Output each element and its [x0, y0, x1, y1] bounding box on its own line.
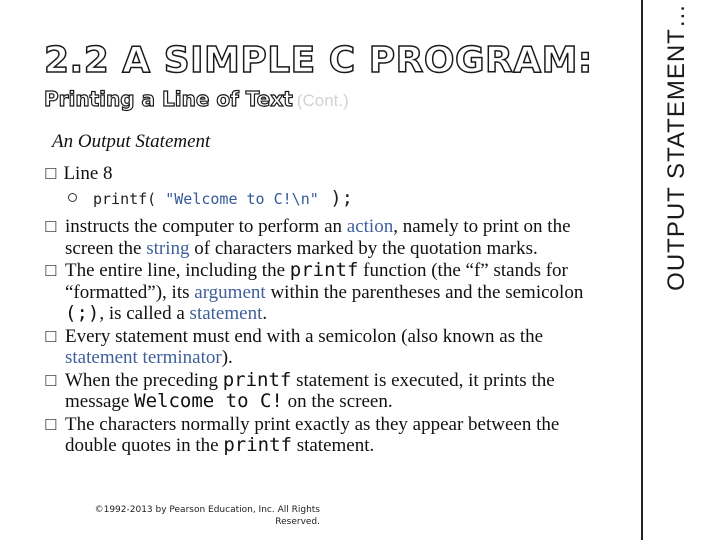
bullet-item — [44, 216, 604, 259]
bullet-text: statement is executed, it prints the message — [65, 369, 555, 412]
checkbox-bullet-icon: ☐ — [44, 165, 58, 183]
bullet-text: instructs the computer to perform an — [65, 216, 347, 237]
keyword-term: action — [346, 216, 394, 237]
bullet-text: The characters normally print exactly as they appear between the double quotes in the — [65, 413, 560, 456]
bullet-text: within the parentheses and the semicolon — [265, 281, 584, 303]
bullet-item — [44, 370, 604, 413]
bullet-text: The entire line, including the — [65, 260, 290, 281]
bullet-list — [44, 216, 604, 458]
keyword-term: statement — [189, 303, 263, 324]
code-line — [68, 187, 353, 209]
bullet-text: Every statement must end with a semicolon (also known as the — [65, 325, 544, 347]
bullet-item — [44, 260, 604, 325]
checkbox-bullet-icon: ☐ — [44, 218, 58, 236]
checkbox-bullet-icon: ☐ — [44, 262, 58, 280]
bullet-text: of characters marked by the quotation marks. — [189, 237, 538, 259]
copyright-footer: ©1992-2013 by Pearson Education, Inc. All Rights Reserved. — [94, 505, 320, 527]
checkbox-bullet-icon: ☐ — [44, 327, 58, 346]
code-fn: printf( — [93, 190, 166, 208]
section-heading: An Output Statement — [52, 131, 211, 152]
bullet-text: When the preceding — [65, 369, 223, 391]
sidebar-title — [651, 3, 703, 291]
slide-subtitle — [44, 87, 349, 111]
slide-title: 2.2 A SIMPLE C PROGRAM: — [44, 40, 593, 81]
code-string: "Welcome to C!\n" — [165, 190, 319, 208]
sidebar-panel — [641, 0, 720, 540]
bullet-text: function (the “f” stands for “formatted”), its — [65, 260, 568, 303]
subtitle-cont: (Cont.) — [296, 91, 349, 110]
bullet-item — [44, 414, 604, 457]
bullet-text: , namely to print on the screen the — [65, 216, 571, 259]
code-term: Welcome to C! — [134, 390, 283, 412]
bullet-text: statement. — [291, 435, 375, 456]
bullet-item — [44, 326, 604, 369]
code-term: printf — [222, 368, 292, 391]
code-term: printf — [223, 434, 292, 456]
bullet-text: on the screen. — [282, 391, 393, 412]
bullet-text: . — [262, 303, 268, 324]
ring-bullet-icon — [68, 193, 77, 202]
keyword-term: argument — [194, 281, 266, 303]
keyword-term: string — [146, 237, 190, 259]
code-end: ); — [318, 187, 354, 209]
line-label — [44, 163, 113, 185]
bullet-text: ). — [221, 347, 233, 368]
keyword-term: statement terminator — [65, 347, 222, 368]
checkbox-bullet-icon: ☐ — [44, 371, 58, 390]
checkbox-bullet-icon: ☐ — [44, 415, 58, 434]
code-term: printf — [289, 259, 359, 281]
line-label-text: Line 8 — [63, 163, 113, 184]
code-term: (;) — [65, 302, 100, 324]
subtitle-main: Printing a Line of Text — [44, 87, 293, 111]
bullet-text: , is called a — [99, 303, 190, 324]
sidebar-title-text: OUTPUT STATEMENT… — [663, 3, 691, 291]
